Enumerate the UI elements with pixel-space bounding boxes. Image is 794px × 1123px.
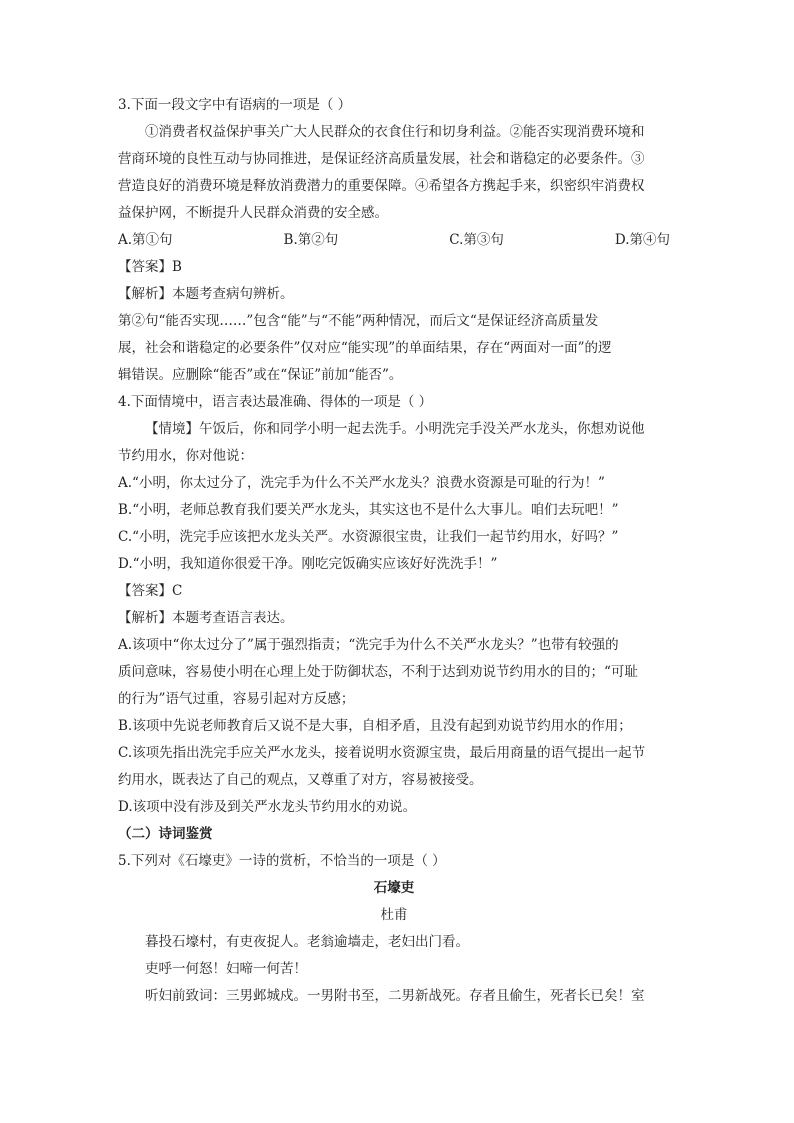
poem-line-2: 吏呼一何怒！妇啼一何苦！ (145, 961, 307, 977)
q4-context-line-1: 【情境】午饭后，你和同学小明一起去洗手。小明洗完手没关严水龙头，你想劝说他 (145, 421, 645, 437)
q4-analysis-line-1: A.该项中“你太过分了”属于强烈指责；“洗完手为什么不关严水龙头？”也带有较强的 (118, 637, 619, 653)
q3-option-a: A.第①句 (118, 232, 173, 248)
q4-analysis-title: 【解析】本题考查语言表达。 (118, 610, 294, 626)
q4-stem: 4.下面情境中，语言表达最准确、得体的一项是（ ） (118, 394, 433, 410)
poem-line-1: 暮投石壕村，有吏夜捉人。老翁逾墙走，老妇出门看。 (145, 934, 469, 950)
section-heading: （二）诗词鉴赏 (118, 826, 213, 842)
q4-option-c: C.“小明，洗完手应该把水龙头关严。水资源很宝贵，让我们一起节约用水，好吗？” (118, 529, 619, 545)
q3-passage-line-1: ①消费者权益保护事关广大人民群众的衣食住行和切身利益。②能否实现消费环境和 (145, 124, 645, 140)
q3-answer: 【答案】B (118, 259, 182, 275)
q4-option-b: B.“小明，老师总教育我们要关严水龙头，其实这也不是什么大事儿。咱们去玩吧！” (118, 502, 619, 518)
q3-stem: 3.下面一段文字中有语病的一项是（ ） (118, 97, 352, 113)
q4-context-line-2: 节约用水，你对他说： (118, 448, 253, 464)
q3-analysis-title: 【解析】本题考查病句辨析。 (118, 286, 294, 302)
q3-option-d: D.第④句 (614, 232, 670, 248)
q4-analysis-line-5: C.该项先指出洗完手应关严水龙头，接着说明水资源宝贵，最后用商量的语气提出一起节 (118, 745, 646, 761)
q4-option-d: D.“小明，我知道你很爱干净。刚吃完饭确实应该好好洗洗手！” (118, 556, 498, 572)
q3-option-c: C.第③句 (449, 232, 504, 248)
poem-author: 杜甫 (380, 907, 408, 923)
poem-title: 石壕吏 (373, 880, 415, 896)
poem-line-3: 听妇前致词：三男邺城戍。一男附书至，二男新战死。存者且偷生，死者长已矣！室 (145, 988, 645, 1004)
q4-analysis-line-4: B.该项中先说老师教育后又说不是大事，自相矛盾，且没有起到劝说节约用水的作用； (118, 718, 632, 734)
q4-answer: 【答案】C (118, 583, 183, 599)
q4-analysis-line-3: 的行为”语气过重，容易引起对方反感； (118, 691, 355, 707)
document-content (118, 92, 670, 1010)
q4-analysis-line-6: 约用水，既表达了自己的观点，又尊重了对方，容易被接受。 (118, 772, 483, 788)
q3-options (118, 227, 670, 254)
q3-analysis-line-3: 辑错误。应删除“能否”或在“保证”前加“能否”。 (118, 367, 403, 383)
q3-passage-line-3: 营造良好的消费环境是释放消费潜力的重要保障。④希望各方携起手来，织密织牢消费权 (118, 178, 645, 194)
q3-analysis-line-1: 第②句“能否实现……”包含“能”与“不能”两种情况，而后文“是保证经济高质量发 (118, 313, 599, 329)
q3-analysis-line-2: 展，社会和谐稳定的必要条件”仅对应“能实现”的单面结果，存在“两面对一面”的逻 (118, 340, 612, 356)
q5-stem: 5.下列对《石壕吏》一诗的赏析，不恰当的一项是（ ） (118, 853, 446, 869)
q3-passage-line-4: 益保护网，不断提升人民群众消费的安全感。 (118, 205, 388, 221)
q3-passage-line-2: 营商环境的良性互动与协同推进，是保证经济高质量发展，社会和谐稳定的必要条件。③ (118, 151, 645, 167)
q4-analysis-line-2: 质问意味，容易使小明在心理上处于防御状态，不利于达到劝说节约用水的目的；“可耻 (118, 664, 638, 680)
q4-analysis-line-7: D.该项中没有涉及到关严水龙头节约用水的劝说。 (118, 799, 417, 815)
q3-option-b: B.第②句 (283, 232, 339, 248)
q4-option-a: A.“小明，你太过分了，洗完手为什么不关严水龙头？浪费水资源是可耻的行为！” (118, 475, 605, 491)
